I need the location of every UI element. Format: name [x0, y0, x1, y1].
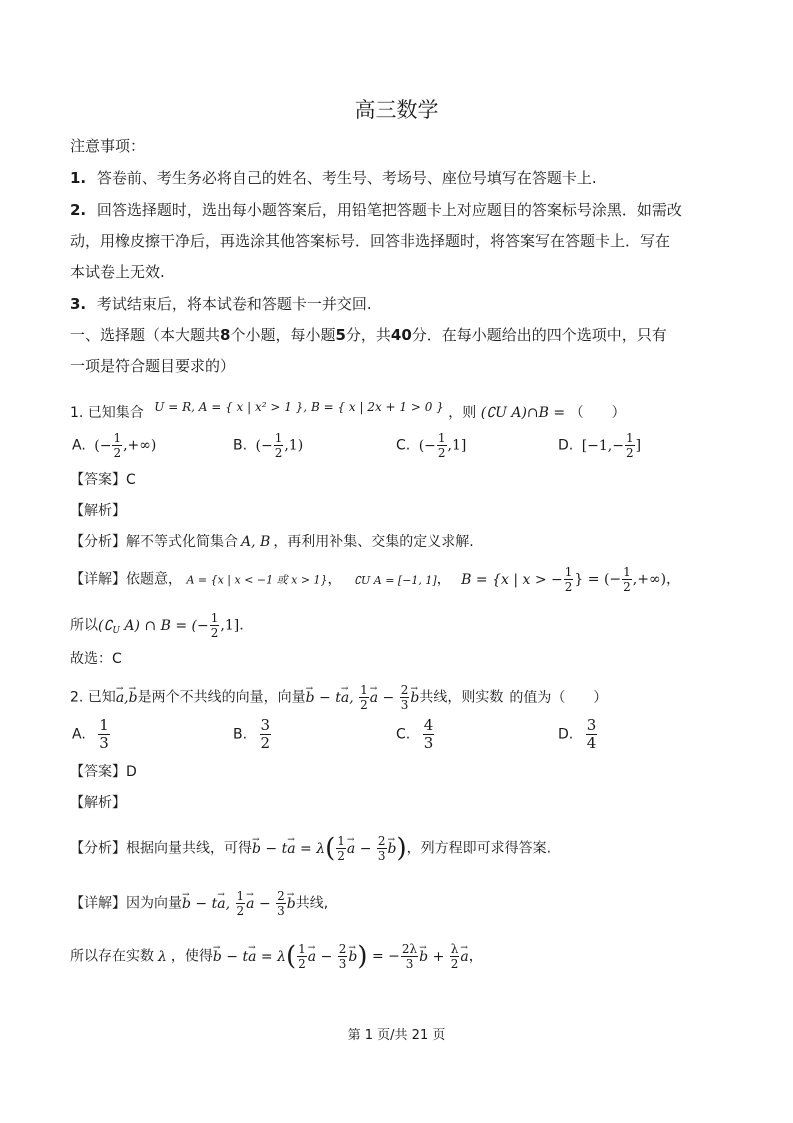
section-points-each: 5: [335, 326, 346, 344]
question-2-detail: 【详解】因为向量→ b − t→ a, $\frac{1}{2}$ → a − $\frac{2}{3}$ → b共线,: [70, 890, 328, 917]
fenxi-text-a: 根据向量共线，可得: [126, 840, 252, 857]
question-2-existence: 所以存在实数 λ ，使得→ b − t→ a = λ( $\frac{1}{2}$ → a − $\frac{2}{3}$ → b) = − $\frac{2\lambda}{3}$ → b + $\frac{\lambda}{2}$ → a，: [70, 943, 483, 970]
question-1-fenxi: [70, 532, 474, 552]
notice-item-2-line-2: 动，用橡皮擦干净后，再选涂其他答案标号．回答非选择题时，将答案写在答题卡上．写在: [70, 232, 671, 250]
detail-label: 【详解】: [70, 895, 126, 912]
notice-item-1: [70, 168, 597, 188]
question-2-stem-b: 共线，则实数: [419, 689, 504, 706]
option-d-label: D.: [558, 726, 574, 743]
answer-value: C: [126, 472, 136, 488]
detail-text: 依题意，: [126, 571, 182, 588]
question-1-option-d: D. [−1,− $\frac{1}{2}$ ]: [558, 431, 642, 460]
page-footer: 第 1 页/共 21 页: [347, 1028, 446, 1043]
option-a-label: A.: [72, 437, 86, 454]
section-heading-part-3: 分，共: [345, 326, 391, 344]
question-1-choice: 故选：C: [70, 651, 122, 667]
question-2-option-a: A. $\frac{1}{3}$: [72, 716, 109, 752]
question-1-then: ，则: [448, 405, 477, 421]
option-d-label: D.: [558, 437, 574, 454]
question-1-conclusion: 所以($∁_U$ A) ∩ B = (− $\frac{1}{2}$ ,1].: [70, 611, 244, 640]
answer-label: 【答案】: [70, 764, 126, 780]
detail-text-b: 共线,: [295, 895, 329, 912]
detail-label: 【详解】: [70, 571, 126, 588]
exist-text-a: 所以存在实数: [70, 948, 154, 965]
question-2-analysis-label: 【解析】: [70, 795, 126, 811]
question-1-number: 1. 已知集合: [70, 405, 144, 421]
question-1-option-a: A. (− $\frac{1}{2}$ ,+∞): [72, 431, 157, 460]
question-1-blank: （ ）: [569, 405, 626, 421]
question-2-number: 2. 已知: [70, 689, 116, 706]
answer-label: 【答案】: [70, 472, 126, 488]
question-1-detail: 【详解】依题意， A = {x | x < −1 或 x > 1}， ∁U A = [−1, 1]， B = {x | x > − $\frac{1}{2}$ } = (− $\frac{1}{2}$ ,+∞)，: [70, 565, 681, 594]
question-1-option-c: C. (− $\frac{1}{2}$ ,1]: [396, 431, 467, 460]
question-2-answer: [70, 762, 137, 782]
fenxi-end: ，再利用补集、交集的定义求解.: [273, 534, 474, 550]
section-heading-line-2: 一项是符合题目要求的）: [70, 357, 236, 375]
fenxi-label: 【分析】: [70, 840, 126, 857]
notice-item-3-text: 考试结束后，将本试卷和答题卡一并交回.: [96, 295, 372, 313]
section-points-total: 40: [390, 326, 412, 344]
notice-item-2-line-3: 本试卷上无效.: [70, 263, 165, 281]
section-heading-part-4: 分．在每小题给出的四个选项中，只有: [411, 326, 667, 344]
detail-complement: ∁U A = [−1, 1]: [354, 573, 437, 587]
question-2-fenxi: 【分析】根据向量共线，可得→ b − t→ a = λ( $\frac{1}{2}$ → a − $\frac{2}{3}$ → b)，列方程即可求得答案.: [70, 835, 551, 862]
option-a-label: A.: [72, 726, 86, 743]
page-title: 高三数学: [354, 98, 439, 122]
section-question-count: 8: [220, 326, 231, 344]
notice-item-3: [70, 294, 372, 314]
section-heading-line-1: [70, 325, 667, 345]
option-c-label: C.: [396, 726, 411, 743]
so-text: 所以: [70, 617, 98, 634]
notice-item-1-number: 1.: [70, 169, 87, 187]
question-2-option-d: D. $\frac{3}{4}$: [558, 716, 597, 752]
question-2-stem-a: 是两个不共线的向量，向量: [137, 689, 306, 706]
question-1-sets: U = R, A = { x | x² > 1 }, B = { x | 2x + 1 > 0 }: [154, 400, 444, 414]
question-1-expression: (∁U A)∩B =: [480, 405, 566, 421]
fenxi-label: 【分析】: [70, 534, 126, 550]
question-1-analysis-label: 【解析】: [70, 503, 126, 519]
notice-item-2-text-a: 回答选择题时，选出每小题答案后，用铅笔把答题卡上对应题目的答案标号涂黑．如需改: [96, 201, 682, 219]
option-b-label: B.: [233, 726, 248, 743]
question-1-stem: [70, 397, 626, 423]
fenxi-sets: A, B: [241, 534, 271, 550]
notice-item-1-text: 答卷前、考生务必将自己的姓名、考生号、考场号、座位号填写在答题卡上.: [96, 169, 597, 187]
section-heading-part-1: 一、选择题（本大题共: [70, 326, 221, 344]
option-c-label: C.: [396, 437, 411, 454]
question-2-option-b: B. $\frac{3}{2}$: [233, 716, 271, 752]
question-2-option-c: C. $\frac{4}{3}$: [396, 716, 434, 752]
question-1-option-b: B. (− $\frac{1}{2}$ ,1): [233, 431, 304, 460]
question-1-answer: [70, 470, 136, 490]
section-heading-part-2: 个小题，每小题: [230, 326, 336, 344]
notice-heading: 注意事项：: [70, 137, 146, 155]
detail-set-b: B = {x | x > −: [461, 571, 563, 588]
question-2-stem: 2. 已知→ a,→ b是两个不共线的向量，向量→ b − t→ a, $\frac{1}{2}$ → a − $\frac{2}{3}$ → b共线，则实数 的值为（ ）: [70, 684, 607, 711]
exist-text-b: ，使得: [170, 948, 213, 965]
notice-item-3-number: 3.: [70, 295, 87, 313]
option-b-label: B.: [233, 437, 248, 454]
answer-value: D: [126, 764, 137, 780]
notice-item-2-line-1: [70, 200, 682, 220]
fenxi-text: 解不等式化简集合: [126, 534, 238, 550]
fenxi-text-b: ，列方程即可求得答案.: [406, 840, 552, 857]
question-2-stem-c: 的值为（ ）: [509, 689, 608, 706]
detail-text-a: 因为向量: [126, 895, 182, 912]
notice-item-2-number: 2.: [70, 201, 87, 219]
detail-set-a: A = {x | x < −1 或 x > 1}: [186, 573, 328, 587]
